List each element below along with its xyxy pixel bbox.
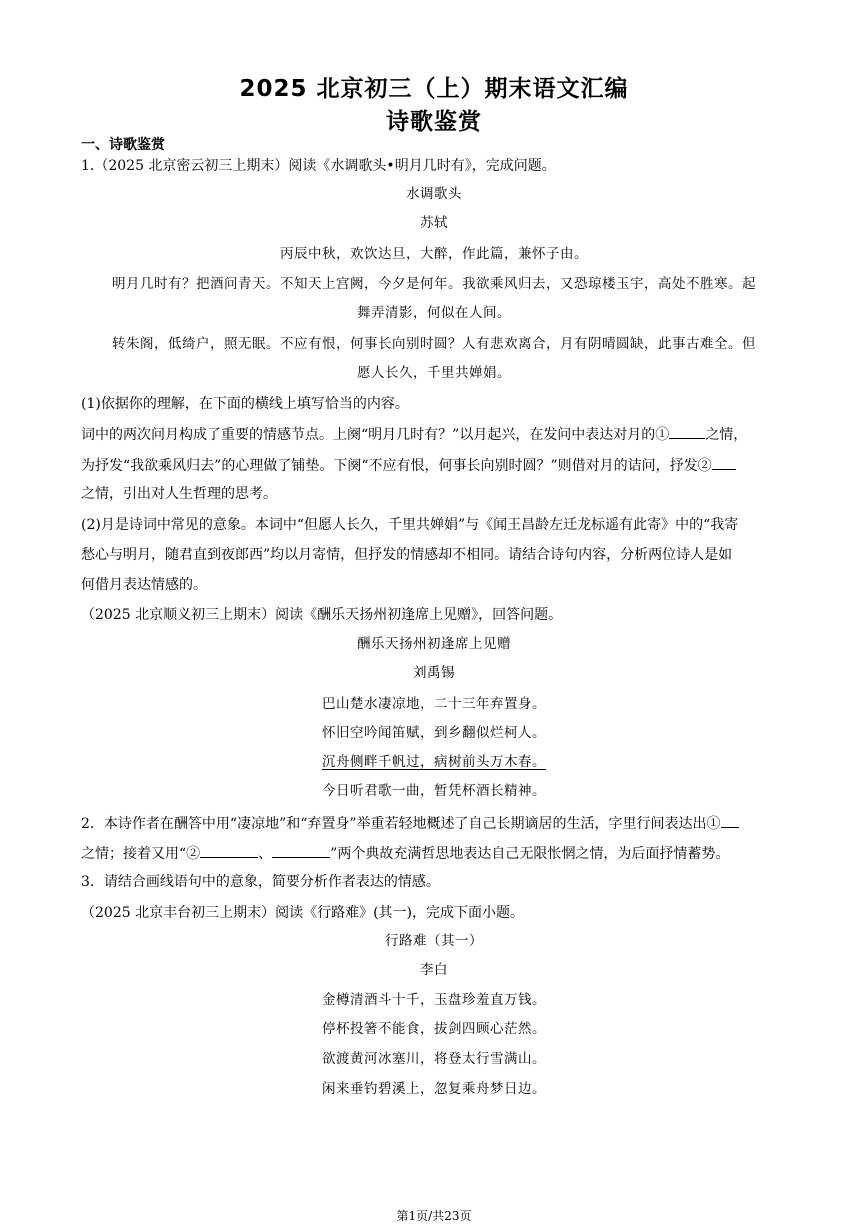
poem-2-author: 刘禹锡 [413,665,455,681]
poem-3-author: 李白 [420,962,448,978]
poem-1-stanza-2-line-b: 愿人长久，千里共婵娟。 [357,365,511,381]
poem-1-stanza-1-line-b: 舞弄清影，何似在人间。 [357,305,511,321]
question-1-part-1-line-2 [81,456,736,474]
section-heading: 一、诗歌鉴赏 [81,137,165,153]
document-title: 2025 北京初三（上）期末语文汇编 [239,76,629,102]
question-3: 3．请结合画线语句中的意象，简要分析作者表达的情感。 [81,874,440,890]
question-text: 词中的两次问月构成了重要的情感节点。上阕“明月几时有？”以月起兴，在发问中表达对月的① [81,427,670,443]
question-2-line-1 [81,814,739,832]
poem-3-line-2: 停杯投箸不能食，拔剑四顾心茫然。 [322,1021,546,1037]
poem-2-line-2: 怀旧空吟闻笛赋，到乡翻似烂柯人。 [322,725,546,741]
poem-3-line-1: 金樽清酒斗十千，玉盘珍羞直万钱。 [322,992,546,1008]
question-text: 2．本诗作者在酬答中用“凄凉地”和“弃置身”举重若轻地概述了自己长期谪居的生活，字里行间表达出① [81,816,721,832]
poem-2-line-3-underlined [0,754,868,770]
poem-1-stanza-1-line-a: 明月几时有？把酒问青天。不知天上宫阙，今夕是何年。我欲乘风归去，又恐琼楼玉宇，高处不胜寒。起 [112,276,756,292]
question-1-part-1-line-1 [81,425,747,443]
answer-blank-5[interactable] [272,844,330,858]
question-1-part-2-line-2: 愁心与明月，随君直到夜郎西”均以月寄情，但抒发的情感却不相同。请结合诗句内容，分析两位诗人是如 [81,547,733,563]
question-1-intro: 1.（2025 北京密云初三上期末）阅读《水调歌头•明月几时有》，完成问题。 [81,158,556,174]
document-subtitle: 诗歌鉴赏 [386,109,482,135]
poem-3-line-4: 闲来垂钓碧溪上，忽复乘舟梦日边。 [322,1081,546,1097]
answer-blank-1[interactable] [669,425,705,439]
poem-1-preface: 丙辰中秋，欢饮达旦，大醉，作此篇，兼怀子由。 [280,246,588,262]
question-text: ”两个典故充满哲思地表达自己无限怅惘之情，为后面抒情蓄势。 [330,846,730,862]
question-1-part-1-line-3: 之情，引出对人生哲理的思考。 [81,486,277,502]
question-4-intro: （2025 北京丰台初三上期末）阅读《行路难》(其一)，完成下面小题。 [81,905,525,921]
question-2-intro: （2025 北京顺义初三上期末）阅读《酬乐天扬州初逢席上见赠》，回答问题。 [81,607,563,623]
question-1-part-1-prompt: (1)依据你的理解，在下面的横线上填写恰当的内容。 [81,396,409,412]
poem-1-stanza-2-line-a: 转朱阁，低绮户，照无眠。不应有恨，何事长向别时圆？人有悲欢离合，月有阴晴圆缺，此事古难全。但 [112,336,756,352]
poem-1-author: 苏轼 [420,215,448,231]
poem-2-line-1: 巴山楚水凄凉地，二十三年弃置身。 [322,696,546,712]
poem-3-line-3: 欲渡黄河冰塞川，将登太行雪满山。 [322,1051,546,1067]
page-number: 第1页/共23页 [396,1209,472,1223]
poem-1-title: 水调歌头 [406,186,462,202]
poem-2-title: 酬乐天扬州初逢席上见赠 [357,636,511,652]
question-1-part-2-line-3: 何借月表达情感的。 [81,577,207,593]
question-1-part-2-line-1: (2)月是诗词中常见的意象。本词中“但愿人长久，千里共婵娟”与《闻王昌龄左迁龙标遥有此寄》中的“我寄 [81,517,739,533]
answer-blank-4[interactable] [200,844,258,858]
question-text: 、 [258,846,273,862]
question-text: 之情， [705,427,748,443]
question-2-line-2 [81,844,729,862]
answer-blank-2[interactable] [712,456,736,470]
question-text: 为抒发“我欲乘风归去”的心理做了铺垫。下阕“不应有恨，何事长向别时圆？”则借对月的诘问，抒发② [81,458,712,474]
poem-2-line-4: 今日听君歌一曲，暂凭杯酒长精神。 [322,783,546,799]
underlined-verse: 沉舟侧畔千帆过，病树前头万木春。 [322,754,546,770]
answer-blank-3[interactable] [721,814,739,828]
poem-3-title: 行路难（其一） [385,933,483,949]
question-text: 之情；接着又用“② [81,846,201,862]
